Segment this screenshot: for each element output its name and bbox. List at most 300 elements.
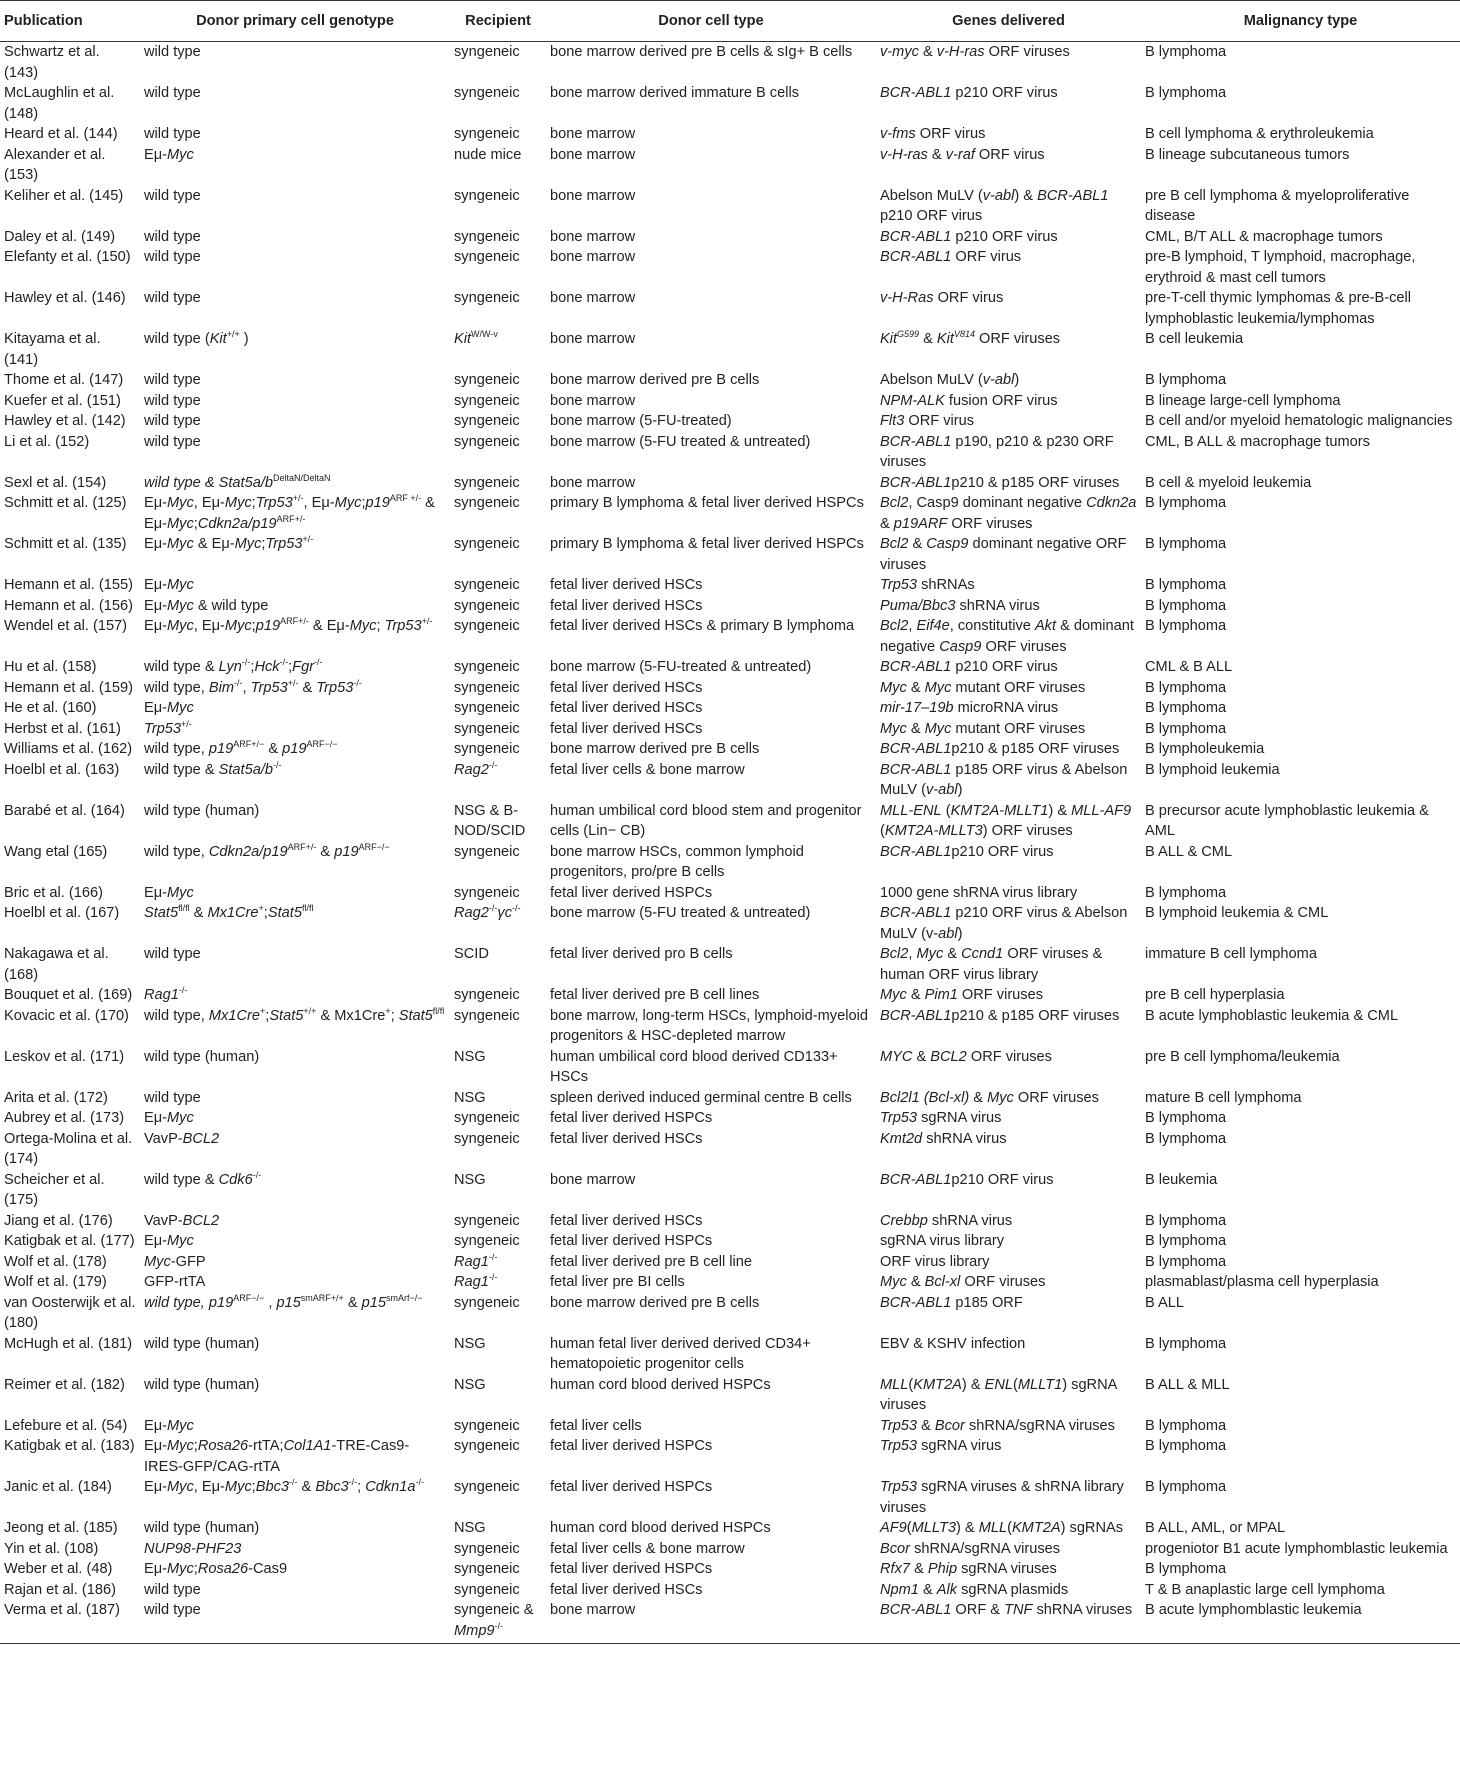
donor-cell-type-cell: bone marrow (5-FU-treated)	[550, 413, 732, 429]
genes-delivered-cell: BCR-ABL1p210 ORF virus	[880, 843, 1054, 860]
publication-cell: Reimer et al. (182)	[4, 1376, 125, 1393]
table-row	[0, 227, 1460, 248]
malignancy-type-cell: B cell & myeloid leukemia	[1145, 474, 1312, 491]
genes-delivered-cell: BCR-ABL1p210 & p185 ORF viruses	[880, 474, 1120, 491]
malignancy-type-cell: CML & B ALL	[1145, 659, 1233, 675]
donor-cell-type-cell: bone marrow (5-FU treated & untreated)	[550, 433, 811, 450]
donor-cell-type-cell: fetal liver derived HSCs	[550, 597, 703, 614]
donor-cell-type-cell: fetal liver derived HSPCs	[550, 1561, 713, 1577]
donor-cell-type-cell: bone marrow derived pre B cells & sIg+ B cells	[550, 44, 853, 60]
donor-cell-type-cell: bone marrow	[550, 331, 636, 347]
publication-cell: Yin et al. (108)	[4, 1540, 99, 1557]
malignancy-type-cell: B lymphoma	[1145, 597, 1227, 614]
recipient-cell: syngeneic	[454, 577, 520, 593]
malignancy-type-cell: mature B cell lymphoma	[1145, 1089, 1302, 1106]
table-body	[0, 42, 1460, 1644]
genes-delivered-cell: Bcl2, Myc & Ccnd1 ORF viruses & human ORF virus library	[880, 946, 1103, 983]
genes-delivered-cell: AF9(MLLT3) & MLL(KMT2A) sgRNAs	[880, 1520, 1124, 1536]
genes-delivered-cell: 1000 gene shRNA virus library	[880, 884, 1078, 901]
recipient-cell: syngeneic	[454, 659, 520, 675]
genes-delivered-cell: BCR-ABL1p210 & p185 ORF viruses	[880, 741, 1120, 757]
header-recipient: Recipient	[450, 1, 546, 42]
genes-delivered-cell: v-myc & v-H-ras ORF viruses	[880, 44, 1070, 60]
donor-genotype-cell: wild type	[144, 249, 201, 265]
recipient-cell: syngeneic	[454, 372, 520, 388]
table-row	[0, 1559, 1460, 1580]
genes-delivered-cell: Crebbp shRNA virus	[880, 1212, 1013, 1229]
donor-cell-type-cell: bone marrow	[550, 146, 636, 163]
malignancy-type-cell: B cell leukemia	[1145, 331, 1244, 347]
donor-cell-type-cell: fetal liver pre BI cells	[550, 1274, 685, 1290]
donor-cell-type-cell: fetal liver derived HSPCs	[550, 1479, 713, 1495]
donor-cell-type-cell: fetal liver derived HSPCs	[550, 884, 713, 901]
donor-cell-type-cell: fetal liver derived HSCs	[550, 1130, 703, 1147]
genes-delivered-cell: BCR-ABL1 p185 ORF virus & Abelson MuLV (v-abl)	[880, 761, 1128, 798]
table-row	[0, 1006, 1460, 1047]
table-row	[0, 698, 1460, 719]
genes-delivered-cell: MYC & BCL2 ORF viruses	[880, 1048, 1052, 1065]
genes-delivered-cell: Puma/Bbc3 shRNA virus	[880, 597, 1040, 614]
donor-cell-type-cell: bone marrow derived immature B cells	[550, 85, 799, 101]
genes-delivered-cell: MLL-ENL (KMT2A-MLLT1) & MLL-AF9 (KMT2A-MLLT3) ORF viruses	[880, 802, 1132, 839]
publication-cell: Jiang et al. (176)	[4, 1212, 113, 1229]
donor-genotype-cell: wild type (human)	[144, 802, 260, 819]
table-row	[0, 596, 1460, 617]
malignancy-type-cell: immature B cell lymphoma	[1145, 946, 1317, 962]
donor-cell-type-cell: human fetal liver derived derived CD34+ hematopoietic progenitor cells	[550, 1335, 811, 1372]
publication-cell: Schmitt et al. (125)	[4, 495, 127, 511]
publication-cell: Scheicher et al. (175)	[4, 1171, 105, 1208]
donor-cell-type-cell: bone marrow	[550, 392, 636, 409]
table-row	[0, 1170, 1460, 1211]
publication-cell: Wang etal (165)	[4, 843, 108, 860]
recipient-cell: syngeneic	[454, 1540, 520, 1557]
table-row	[0, 42, 1460, 84]
donor-genotype-cell: wild type	[144, 228, 201, 245]
donor-cell-type-cell: bone marrow HSCs, common lymphoid progenitors, pro/pre B cells	[550, 843, 804, 880]
genes-delivered-cell: ORF virus library	[880, 1253, 990, 1270]
donor-genotype-cell: wild type & Stat5a/b-/-	[144, 759, 282, 778]
donor-genotype-cell: Eμ-Myc, Eμ-Myc;Trp53+/-, $E\mu-Myc;p19^{ARF +/-}$ & $E\mu-Myc;Cdkn2a/p19^{ARF+/-}$	[144, 493, 435, 532]
donor-cell-type-cell: fetal liver derived pre B cell line	[550, 1253, 752, 1270]
donor-genotype-cell: Eμ-Myc	[144, 577, 194, 593]
publication-cell: Hoelbl et al. (163)	[4, 761, 120, 778]
genes-delivered-cell: BCR-ABL1 p210 ORF virus	[880, 85, 1058, 101]
recipient-cell: syngeneic	[454, 1110, 520, 1126]
donor-genotype-cell: wild type, $p19^{ARF-/-}$ , $p15^{smARF+/+}$ & $p15^{smArf-/-}$	[144, 1292, 423, 1311]
recipient-cell: syngeneic	[454, 700, 520, 716]
malignancy-type-cell: B lymphoma	[1145, 1130, 1227, 1147]
table-row	[0, 1108, 1460, 1129]
malignancy-type-cell: pre B cell lymphoma/leukemia	[1145, 1048, 1340, 1065]
recipient-cell: syngeneic	[454, 187, 520, 204]
table-row	[0, 145, 1460, 186]
publication-cell: Elefanty et al. (150)	[4, 249, 131, 265]
donor-genotype-cell: Rag1-/-	[144, 985, 188, 1003]
table-row	[0, 1293, 1460, 1334]
donor-cell-type-cell: human umbilical cord blood derived CD133+ HSCs	[550, 1048, 838, 1085]
donor-genotype-cell: wild type	[144, 187, 201, 204]
malignancy-type-cell: pre-T-cell thymic lymphomas & pre-B-cell lymphoblastic leukemia/lymphomas	[1145, 290, 1411, 327]
malignancy-type-cell: B lymphoma	[1145, 44, 1227, 60]
donor-genotype-cell: wild type, $Cdkn2a/p19^{ARF+/-}$ & $p19^{ARF-/-}$	[144, 841, 390, 860]
table-row	[0, 1580, 1460, 1601]
genes-delivered-cell: mir-17–19b microRNA virus	[880, 700, 1059, 716]
donor-genotype-cell: wild type	[144, 1089, 201, 1106]
donor-genotype-cell: Eμ-Myc, $E\mu-Myc;p19^{ARF+/-}$ & Eμ-Myc; Trp53+/-	[144, 616, 433, 634]
genes-delivered-cell: Flt3 ORF virus	[880, 413, 975, 429]
table-row	[0, 329, 1460, 370]
recipient-cell: syngeneic	[454, 1417, 520, 1434]
recipient-cell: syngeneic	[454, 679, 520, 696]
malignancy-type-cell: B lymphoid leukemia & CML	[1145, 905, 1329, 921]
malignancy-type-cell: B lymphoma	[1145, 618, 1227, 634]
genes-delivered-cell: Bcl2, Casp9 dominant negative Cdkn2a & p19ARF ORF viruses	[880, 495, 1137, 532]
malignancy-type-cell: B lymphoma	[1145, 1438, 1227, 1454]
recipient-cell: Rag1-/-	[454, 1272, 498, 1290]
publication-cell: Heard et al. (144)	[4, 126, 118, 142]
genes-delivered-cell: BCR-ABL1 p210 ORF virus & Abelson MuLV (v-abl)	[880, 905, 1128, 942]
genes-delivered-cell: Abelson MuLV (v-abl) & BCR-ABL1 p210 ORF virus	[880, 187, 1109, 224]
donor-cell-type-cell: primary B lymphoma & fetal liver derived HSPCs	[550, 536, 864, 552]
recipient-cell: syngeneic	[454, 433, 520, 450]
publication-cell: Thome et al. (147)	[4, 372, 124, 388]
malignancy-type-cell: B lymphoma	[1145, 536, 1227, 552]
donor-cell-type-cell: bone marrow	[550, 249, 636, 265]
donor-cell-type-cell: bone marrow derived pre B cells	[550, 372, 760, 388]
genes-delivered-cell: BCR-ABL1 ORF & TNF shRNA viruses	[876, 1600, 1141, 1644]
table-row	[0, 186, 1460, 227]
donor-genotype-cell: VavP-BCL2	[144, 1212, 220, 1229]
table-row	[0, 124, 1460, 145]
publication-cell: Janic et al. (184)	[4, 1479, 112, 1495]
genes-delivered-cell: Abelson MuLV (v-abl)	[880, 372, 1020, 388]
recipient-cell: NSG	[454, 1048, 486, 1065]
malignancy-type-cell: B lymphoma	[1145, 700, 1227, 716]
table-row	[0, 411, 1460, 432]
header-publication: Publication	[0, 1, 140, 42]
donor-genotype-cell: VavP-BCL2	[144, 1130, 220, 1147]
genes-delivered-cell: Trp53 & Bcor shRNA/sgRNA viruses	[880, 1417, 1115, 1434]
genes-delivered-cell: Bcl2l1 (Bcl-xl) & Myc ORF viruses	[880, 1089, 1099, 1106]
publication-cell: Schwartz et al. (143)	[4, 44, 100, 81]
genes-delivered-cell: Bcl2, Eif4e, constitutive Akt & dominant negative Casp9 ORF viruses	[880, 618, 1134, 655]
publication-cell: Hawley et al. (142)	[4, 413, 126, 429]
genes-delivered-cell: NPM-ALK fusion ORF virus	[880, 392, 1058, 409]
table-row	[0, 1252, 1460, 1273]
publication-cell: Arita et al. (172)	[4, 1089, 108, 1106]
table-row	[0, 1539, 1460, 1560]
table-row	[0, 534, 1460, 575]
malignancy-type-cell: B lympholeukemia	[1145, 741, 1265, 757]
malignancy-type-cell: B lymphoma	[1145, 1212, 1227, 1229]
malignancy-type-cell: B lymphoma	[1145, 720, 1227, 737]
malignancy-type-cell: CML, B ALL & macrophage tumors	[1145, 433, 1370, 450]
table-row	[0, 616, 1460, 657]
recipient-cell: Rag1-/-	[454, 1251, 498, 1270]
donor-genotype-cell: wild type, Bim-/-, Trp53+/- & Trp53-/-	[144, 677, 362, 696]
donor-cell-type-cell: fetal liver derived HSCs	[550, 1581, 703, 1598]
table-row	[0, 1416, 1460, 1437]
donor-genotype-cell: wild type	[144, 126, 201, 142]
table-row	[0, 575, 1460, 596]
recipient-cell: syngeneic	[454, 495, 520, 511]
publication-cell: Weber et al. (48)	[4, 1561, 113, 1577]
recipient-cell: syngeneic	[454, 1581, 520, 1598]
donor-cell-type-cell: bone marrow	[550, 126, 636, 142]
donor-genotype-cell: Eμ-Myc;Rosa26-rtTA;Col1A1-TRE-Cas9-IRES-GFP/CAG-rtTA	[144, 1438, 410, 1475]
publication-cell: Hoelbl et al. (167)	[4, 905, 120, 921]
malignancy-type-cell: B ALL & MLL	[1145, 1376, 1230, 1393]
donor-genotype-cell: wild type	[144, 433, 201, 450]
donor-genotype-cell: wild type, Mx1Cre+;Stat5+/+ & Mx1Cre+; $Stat5^{fl/fl}$	[144, 1005, 445, 1024]
publication-cell: Leskov et al. (171)	[4, 1048, 125, 1065]
publication-cell: Daley et al. (149)	[4, 228, 116, 245]
genes-delivered-cell: Trp53 sgRNA virus	[880, 1438, 1002, 1454]
publication-cell: Barabé et al. (164)	[4, 802, 125, 819]
recipient-cell: syngeneic	[454, 720, 520, 737]
donor-cell-type-cell: fetal liver cells & bone marrow	[550, 1540, 745, 1557]
donor-genotype-cell: Eμ-Myc	[144, 1110, 194, 1126]
malignancy-type-cell: pre B cell hyperplasia	[1145, 987, 1285, 1003]
donor-genotype-cell: wild type	[144, 44, 201, 60]
malignancy-type-cell: B lymphoma	[1145, 1253, 1227, 1270]
donor-cell-type-cell: fetal liver derived HSCs	[550, 700, 703, 716]
malignancy-type-cell: B lineage subcutaneous tumors	[1145, 146, 1350, 163]
malignancy-type-cell: B lymphoma	[1145, 1335, 1227, 1352]
genes-delivered-cell: Myc & Bcl-xl ORF viruses	[880, 1274, 1046, 1290]
malignancy-type-cell: B ALL	[1145, 1294, 1184, 1311]
genes-delivered-cell: Kit$^{G599}$ & Kit$^{V814}$ ORF viruses	[880, 329, 1061, 347]
donor-genotype-cell: wild type (human)	[144, 1048, 260, 1065]
table-row	[0, 391, 1460, 412]
table-row	[0, 247, 1460, 288]
publication-cell: Jeong et al. (185)	[4, 1520, 118, 1536]
recipient-cell: syngeneic	[454, 413, 520, 429]
recipient-cell: Rag2-/-γc-/-	[454, 903, 521, 921]
donor-genotype-cell: Trp53+/-	[144, 718, 192, 737]
malignancy-type-cell: B lymphoma	[1145, 679, 1227, 696]
donor-cell-type-cell: bone marrow	[550, 187, 636, 204]
donor-genotype-cell: Eμ-Myc	[144, 1233, 194, 1249]
recipient-cell: syngeneic	[454, 474, 520, 491]
recipient-cell: syngeneic	[454, 1479, 520, 1495]
table-row	[0, 1047, 1460, 1088]
donor-genotype-cell: $Stat5^{fl/fl}$ & $Mx1Cre^+;Stat5^{fl/fl}$	[144, 903, 314, 921]
genes-delivered-cell: Rfx7 & Phip sgRNA viruses	[880, 1561, 1057, 1577]
genes-delivered-cell: Kmt2d shRNA virus	[880, 1130, 1007, 1147]
malignancy-type-cell: progeniotor B1 acute lymphomblastic leukemia	[1145, 1540, 1448, 1557]
genes-delivered-cell: v-fms ORF virus	[880, 126, 986, 142]
table-row	[0, 1231, 1460, 1252]
table-row	[0, 739, 1460, 760]
donor-genotype-cell: Eμ-Myc & Eμ-Myc;Trp53+/-	[144, 534, 314, 552]
donor-genotype-cell: Eμ-Myc	[144, 1417, 194, 1434]
donor-genotype-cell: Eμ-Myc;Rosa26-Cas9	[144, 1561, 288, 1577]
publication-cell: Lefebure et al. (54)	[4, 1417, 128, 1434]
donor-cell-type-cell: fetal liver derived HSCs	[550, 679, 703, 696]
donor-genotype-cell: wild type, $p19^{ARF+/-}$ & $p19^{ARF-/-}$	[144, 739, 338, 757]
publication-cell: Wolf et al. (179)	[4, 1274, 107, 1290]
malignancy-type-cell: B ALL & CML	[1145, 843, 1233, 860]
genes-delivered-cell: Trp53 sgRNA viruses & shRNA library viruses	[880, 1479, 1124, 1516]
donor-genotype-cell: wild type	[140, 1600, 450, 1644]
donor-cell-type-cell: human umbilical cord blood stem and progenitor cells (Lin− CB)	[550, 802, 862, 839]
publication-cell: He et al. (160)	[4, 700, 97, 716]
donor-genotype-cell: Eμ-Myc	[144, 700, 194, 716]
donor-genotype-cell: GFP-rtTA	[144, 1274, 206, 1290]
table-row	[0, 657, 1460, 678]
donor-cell-type-cell: bone marrow derived pre B cells	[550, 741, 760, 757]
recipient-cell: syngeneic	[454, 1007, 520, 1024]
donor-genotype-cell: wild type & Cdk6-/-	[144, 1169, 262, 1188]
donor-genotype-cell: Eμ-Myc	[144, 884, 194, 901]
publication-cell: Bric et al. (166)	[4, 884, 103, 901]
donor-cell-type-cell: fetal liver derived HSCs	[550, 577, 703, 593]
recipient-cell: SCID	[454, 946, 489, 962]
table-row	[0, 493, 1460, 534]
malignancy-type-cell: B acute lymphoblastic leukemia & CML	[1145, 1007, 1399, 1024]
table-row	[0, 83, 1460, 124]
donor-genotype-cell: wild type	[144, 946, 201, 962]
donor-genotype-cell: wild type (Kit+/+ )	[144, 329, 249, 347]
genes-delivered-cell: Trp53 sgRNA virus	[880, 1110, 1002, 1126]
publication-cell: McLaughlin et al. (148)	[4, 85, 115, 122]
publication-cell: Nakagawa et al. (168)	[4, 946, 109, 983]
recipient-cell: NSG	[454, 1171, 486, 1188]
table-row	[0, 1129, 1460, 1170]
table-row	[0, 1334, 1460, 1375]
malignancy-type-cell: B cell and/or myeloid hematologic malignancies	[1145, 413, 1453, 429]
table-row	[0, 842, 1460, 883]
publication-cell: Kovacic et al. (170)	[4, 1007, 129, 1024]
malignancy-type-cell: plasmablast/plasma cell hyperplasia	[1145, 1274, 1379, 1290]
publication-cell: Alexander et al. (153)	[4, 146, 106, 183]
donor-genotype-cell: wild type & $Stat5a/b^{DeltaN/DeltaN}$	[144, 472, 331, 491]
table-row	[0, 1088, 1460, 1109]
genes-delivered-cell: EBV & KSHV infection	[880, 1335, 1026, 1352]
publication-cell: Hemann et al. (155)	[4, 577, 133, 593]
publication-cell: Keliher et al. (145)	[4, 187, 124, 204]
donor-genotype-cell: wild type	[144, 372, 201, 388]
genes-delivered-cell: sgRNA virus library	[880, 1233, 1005, 1249]
header-donor-cell-type: Donor cell type	[546, 1, 876, 42]
donor-cell-type-cell: fetal liver cells & bone marrow	[550, 761, 745, 778]
malignancy-type-cell: B lymphoid leukemia	[1145, 761, 1280, 778]
recipient-cell: syngeneic	[454, 126, 520, 142]
genes-delivered-cell: BCR-ABL1p210 ORF virus	[880, 1171, 1054, 1188]
publication-cell: Verma et al. (187)	[0, 1600, 140, 1644]
donor-cell-type-cell: bone marrow derived pre B cells	[550, 1294, 760, 1311]
recipient-cell: syngeneic	[454, 44, 520, 60]
donor-genotype-cell: wild type	[144, 290, 201, 306]
donor-genotype-cell: wild type	[144, 413, 201, 429]
malignancy-type-cell: B precursor acute lymphoblastic leukemia & AML	[1145, 802, 1429, 839]
donor-cell-type-cell: fetal liver derived HSPCs	[550, 1110, 713, 1126]
donor-genotype-cell: Eμ-Myc	[144, 146, 194, 163]
donor-genotype-cell: wild type (human)	[144, 1520, 260, 1536]
publication-cell: Aubrey et al. (173)	[4, 1110, 125, 1126]
table-header	[0, 1, 1460, 42]
table-row	[0, 760, 1460, 801]
recipient-cell: syngeneic	[454, 987, 520, 1003]
recipient-cell: syngeneic	[454, 392, 520, 409]
table-row	[0, 903, 1460, 944]
donor-cell-type-cell: fetal liver derived HSPCs	[550, 1438, 713, 1454]
table-row	[0, 1600, 1460, 1644]
publication-cell: Kitayama et al. (141)	[4, 331, 101, 368]
genes-delivered-cell: Npm1 & Alk sgRNA plasmids	[880, 1581, 1069, 1598]
recipient-cell: syngeneic	[454, 1212, 520, 1229]
recipient-cell: syngeneic	[454, 741, 520, 757]
donor-cell-type-cell: fetal liver derived HSCs	[550, 720, 703, 737]
malignancy-type-cell: B ALL, AML, or MPAL	[1145, 1520, 1286, 1536]
header-donor-genotype: Donor primary cell genotype	[140, 1, 450, 42]
donor-cell-type-cell: fetal liver derived HSCs & primary B lymphoma	[550, 618, 855, 634]
publication-cell: Wolf et al. (178)	[4, 1253, 107, 1270]
table-row	[0, 1272, 1460, 1293]
table-row	[0, 883, 1460, 904]
table-row	[0, 985, 1460, 1006]
genes-delivered-cell: v-H-Ras ORF virus	[880, 290, 1004, 306]
donor-cell-type-cell: bone marrow	[550, 228, 636, 245]
donor-cell-type-cell: bone marrow	[550, 1171, 636, 1188]
donor-cell-type-cell: bone marrow	[550, 290, 636, 306]
malignancy-type-cell: B lymphoma	[1145, 1417, 1227, 1434]
donor-genotype-cell: wild type	[144, 85, 201, 101]
table-row	[0, 1477, 1460, 1518]
malignancy-type-cell: B leukemia	[1145, 1171, 1218, 1188]
table-row	[0, 1211, 1460, 1232]
table-row	[0, 1518, 1460, 1539]
publication-cell: Sexl et al. (154)	[4, 474, 107, 491]
genes-delivered-cell: MLL(KMT2A) & ENL(MLLT1) sgRNA viruses	[880, 1376, 1117, 1413]
recipient-cell: syngeneic	[454, 1233, 520, 1249]
table-row	[0, 432, 1460, 473]
malignancy-type-cell: B lymphoma	[1145, 1561, 1227, 1577]
malignancy-type-cell: pre B cell lymphoma & myeloproliferative disease	[1145, 187, 1410, 224]
donor-cell-type-cell: primary B lymphoma & fetal liver derived HSPCs	[550, 495, 864, 511]
donor-cell-type-cell: fetal liver derived pro B cells	[550, 946, 733, 962]
donor-genotype-cell: wild type	[144, 392, 201, 409]
recipient-cell: syngeneic	[454, 1294, 520, 1311]
publication-cell: Katigbak et al. (177)	[4, 1233, 135, 1249]
table-row	[0, 1436, 1460, 1477]
recipient-cell: syngeneic	[454, 85, 520, 101]
donor-genotype-cell: wild type (human)	[144, 1335, 260, 1352]
donor-genotype-cell: Myc-GFP	[144, 1253, 206, 1270]
table-row	[0, 1375, 1460, 1416]
genes-delivered-cell: Trp53 shRNAs	[880, 577, 975, 593]
recipient-cell: NSG	[454, 1335, 486, 1352]
donor-cell-type-cell: fetal liver derived HSCs	[550, 1212, 703, 1229]
malignancy-type-cell: B cell lymphoma & erythroleukemia	[1145, 126, 1374, 142]
genes-delivered-cell: v-H-ras & v-raf ORF virus	[880, 146, 1045, 163]
genes-delivered-cell: BCR-ABL1 p185 ORF	[880, 1294, 1023, 1311]
publication-cell: van Oosterwijk et al. (180)	[4, 1294, 136, 1331]
publication-cell: Schmitt et al. (135)	[4, 536, 127, 552]
genes-delivered-cell: Bcl2 & Casp9 dominant negative ORF viruses	[880, 536, 1127, 573]
header-malignancy-type: Malignancy type	[1141, 1, 1460, 42]
recipient-cell: syngeneic & Mmp9-/-	[450, 1600, 546, 1644]
donor-cell-type-cell: bone marrow (5-FU-treated & untreated)	[550, 659, 812, 675]
table-row	[0, 370, 1460, 391]
malignancy-type-cell: B lymphoma	[1145, 884, 1227, 901]
donor-cell-type-cell: bone marrow (5-FU treated & untreated)	[550, 905, 811, 921]
recipient-cell: nude mice	[454, 146, 522, 163]
malignancy-type-cell: B lymphoma	[1145, 577, 1227, 593]
recipient-cell: syngeneic	[454, 884, 520, 901]
